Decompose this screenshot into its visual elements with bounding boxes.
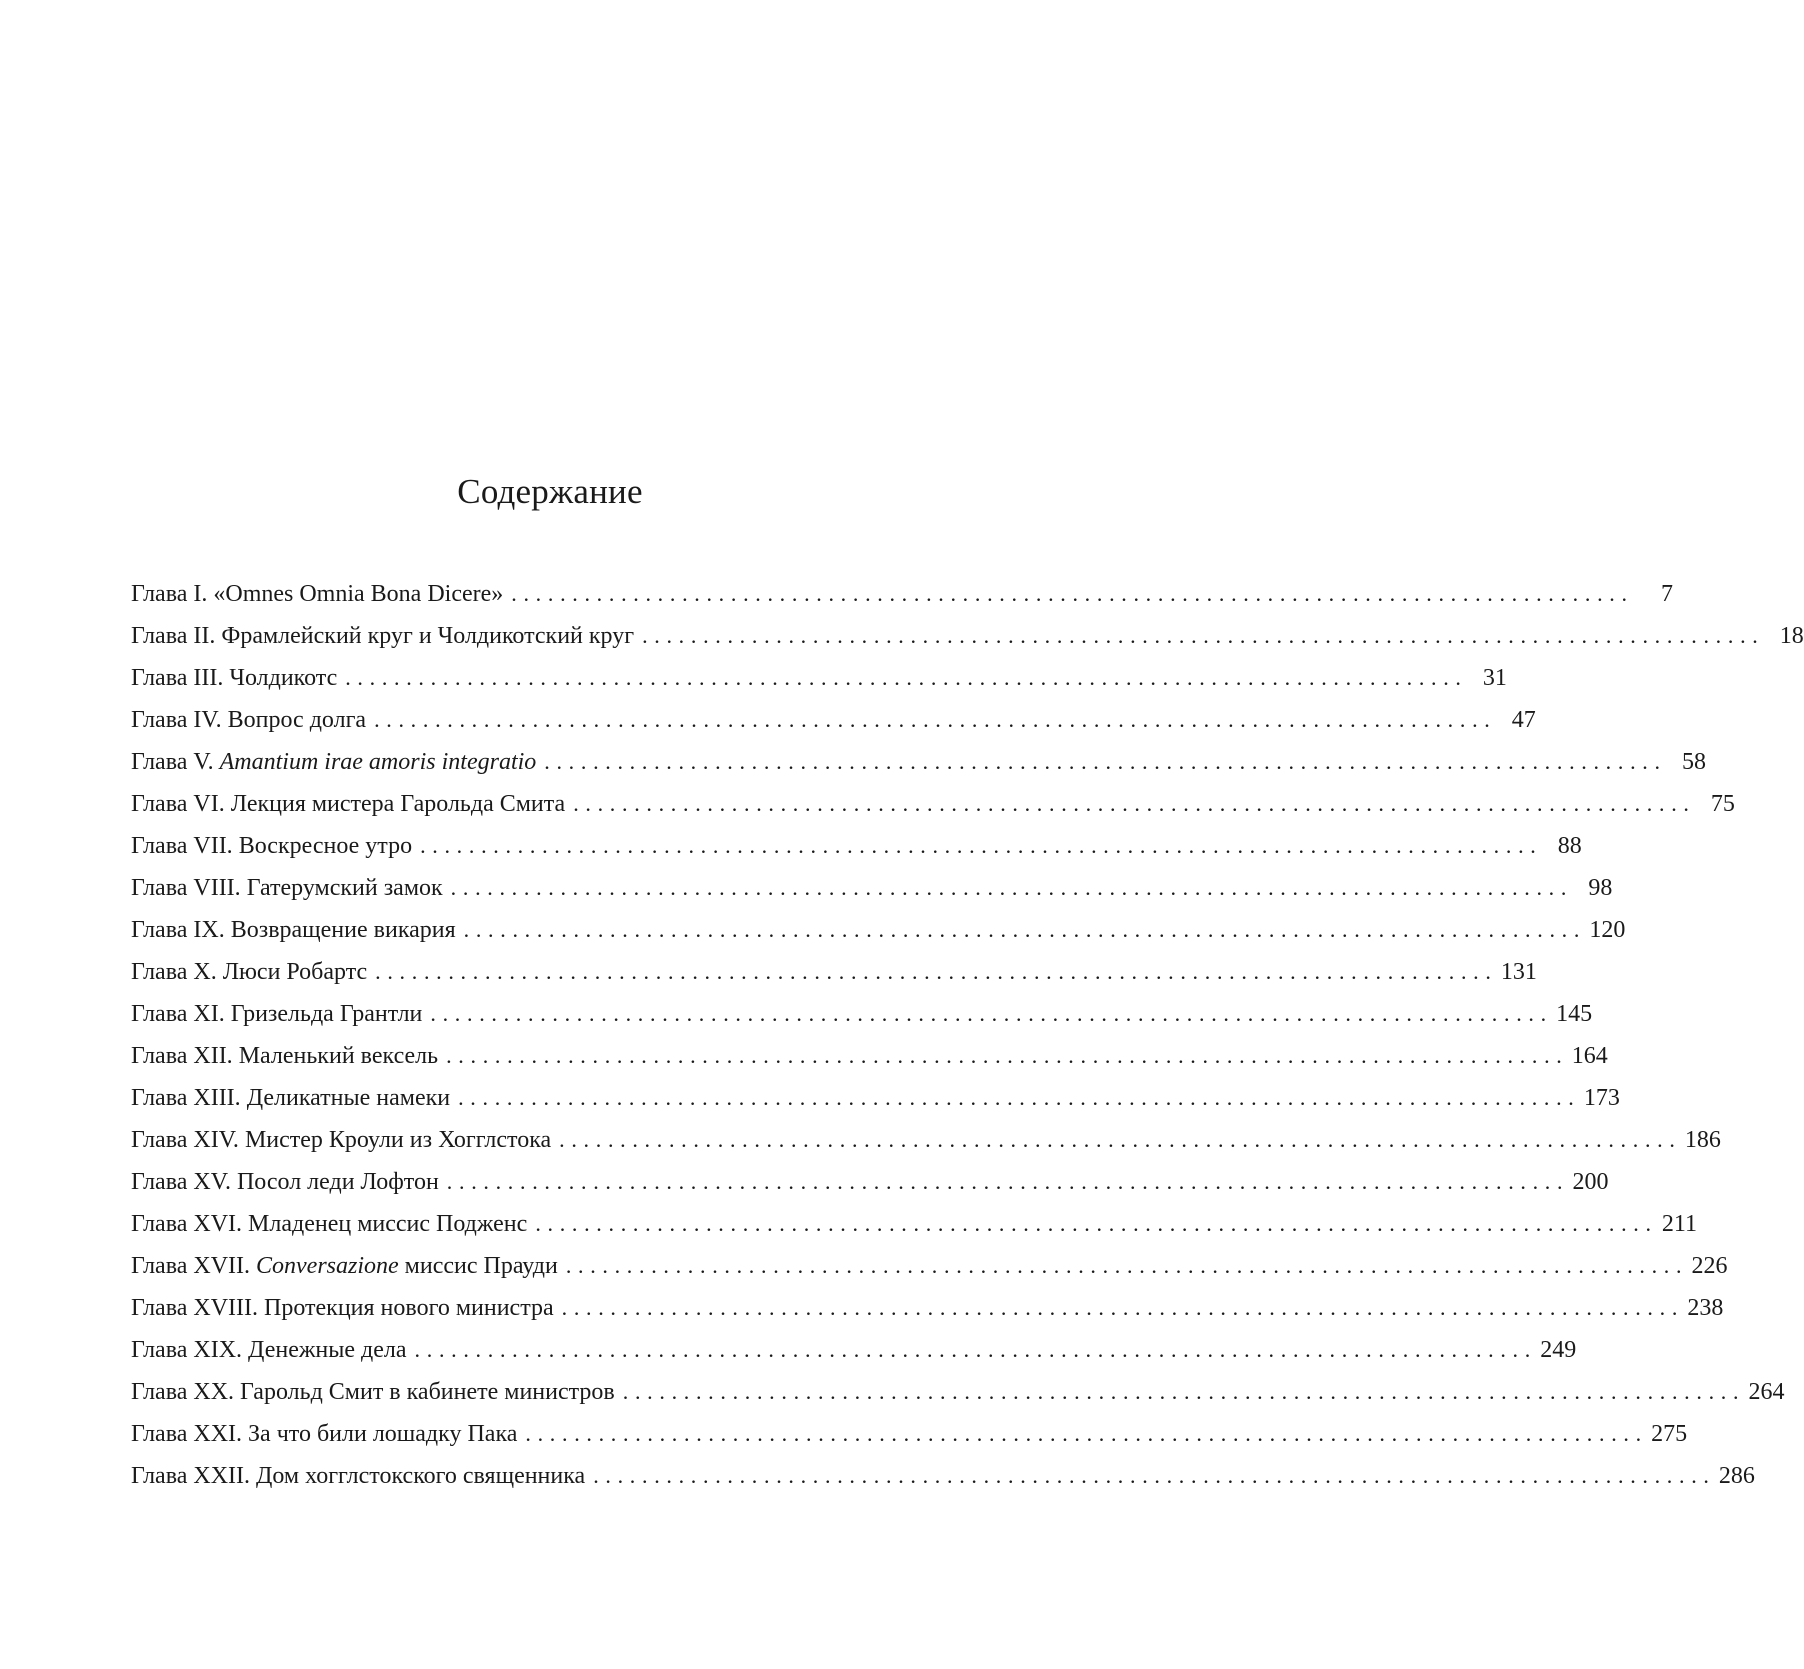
- chapter-title-text: Возвращение викария: [230, 917, 456, 943]
- chapter-label: Глава VI.: [131, 791, 225, 817]
- chapter-title: [220, 741, 537, 783]
- page-number: 211: [1661, 1211, 1698, 1237]
- chapter-label: Глава II.: [131, 623, 216, 649]
- chapter-title-text: Conversazione: [256, 1253, 399, 1279]
- page-number: 264: [1748, 1379, 1785, 1405]
- dot-leader: [464, 909, 1580, 951]
- page-number: 98: [1588, 875, 1613, 901]
- chapter-title-text: Деликатные намеки: [246, 1085, 451, 1111]
- chapter-title: [245, 1119, 551, 1161]
- chapter-label: Глава XXI.: [131, 1421, 243, 1447]
- dot-leader: [374, 699, 1490, 741]
- toc-entry: [131, 1161, 1609, 1203]
- chapter-title: [248, 1203, 527, 1245]
- dot-leader: [642, 615, 1758, 657]
- chapter-title: [213, 573, 503, 615]
- chapter-title: [231, 993, 423, 1035]
- chapter-title: [237, 1161, 439, 1203]
- toc-entry: [131, 1455, 1755, 1497]
- dot-leader: [573, 783, 1689, 825]
- chapter-title-text: «Omnes Omnia Bona Dicere»: [213, 581, 504, 607]
- toc-entry: [131, 993, 1593, 1035]
- page-number: 173: [1583, 1085, 1620, 1111]
- chapter-title: [264, 1287, 554, 1329]
- chapter-title: [247, 1077, 450, 1119]
- chapter-label: Глава XXII.: [131, 1463, 251, 1489]
- page-number: 226: [1691, 1253, 1728, 1279]
- page-number: 249: [1540, 1337, 1577, 1363]
- page-number: 31: [1482, 665, 1507, 691]
- toc-entry: [131, 1413, 1688, 1455]
- chapter-title: [223, 951, 367, 993]
- page-number: 47: [1511, 707, 1536, 733]
- chapter-label: Глава VII.: [131, 833, 233, 859]
- page-number: 286: [1718, 1463, 1755, 1489]
- chapter-label: Глава X.: [131, 959, 217, 985]
- chapter-title: [248, 1329, 407, 1371]
- page-number: 7: [1660, 581, 1673, 607]
- page-number: 75: [1710, 791, 1735, 817]
- chapter-label: Глава XVI.: [131, 1211, 243, 1237]
- chapter-label: Глава XI.: [131, 1001, 225, 1027]
- page-number: 200: [1572, 1169, 1609, 1195]
- chapter-title: [256, 1455, 585, 1497]
- chapter-title-text: Вопрос долга: [227, 707, 367, 733]
- chapter-title: [231, 909, 456, 951]
- chapter-title-text: Фрамлейский круг и Чолдикотский круг: [221, 623, 635, 649]
- toc-entry: [131, 1119, 1721, 1161]
- chapter-label: Глава III.: [131, 665, 224, 691]
- dot-leader: [446, 1035, 1562, 1077]
- chapter-title-text: Гризельда Грантли: [230, 1001, 423, 1027]
- page-number: 58: [1681, 749, 1706, 775]
- dot-leader: [375, 951, 1491, 993]
- dot-leader: [562, 1287, 1678, 1329]
- chapter-title-text: Дом хогглстокского священника: [256, 1463, 586, 1489]
- dot-leader: [566, 1245, 1682, 1287]
- chapter-title: [247, 867, 443, 909]
- dot-leader: [458, 1077, 1574, 1119]
- chapter-title: [239, 825, 412, 867]
- dot-leader: [593, 1455, 1709, 1497]
- chapter-label: Глава XVII.: [131, 1253, 251, 1279]
- chapter-label: Глава XIV.: [131, 1127, 239, 1153]
- chapter-title-text: Лекция мистера Гарольда Смита: [230, 791, 566, 817]
- chapter-title-text: Маленький вексель: [238, 1043, 439, 1069]
- chapter-title-text: Посол леди Лофтон: [236, 1169, 439, 1195]
- chapter-title-text: Люси Робартс: [222, 959, 368, 985]
- toc-entry: [131, 1245, 1728, 1287]
- chapter-title-text: Гатерумский замок: [246, 875, 443, 901]
- chapter-title: [256, 1245, 558, 1287]
- chapter-label: Глава XVIII.: [131, 1295, 259, 1321]
- dot-leader: [511, 573, 1627, 615]
- table-of-contents: [131, 573, 1804, 1497]
- chapter-label: Глава XIII.: [131, 1085, 241, 1111]
- chapter-title-text: За что били лошадку Пака: [248, 1421, 518, 1447]
- chapter-label: Глава VIII.: [131, 875, 241, 901]
- chapter-label: Глава V.: [131, 749, 214, 775]
- dot-leader: [345, 657, 1461, 699]
- page-number: 18: [1779, 623, 1804, 649]
- dot-leader: [415, 1329, 1531, 1371]
- toc-entry: [131, 825, 1582, 867]
- contents-heading: Содержание: [457, 472, 643, 511]
- page-number: 164: [1571, 1043, 1608, 1069]
- chapter-label: Глава XIX.: [131, 1337, 243, 1363]
- chapter-title-text: Мистер Кроули из Хогглстока: [244, 1127, 552, 1153]
- dot-leader: [535, 1203, 1651, 1245]
- page-number: 145: [1556, 1001, 1593, 1027]
- dot-leader: [420, 825, 1536, 867]
- chapter-label: Глава XII.: [131, 1043, 233, 1069]
- chapter-title: [229, 657, 337, 699]
- chapter-title-text: Денежные дела: [248, 1337, 407, 1363]
- chapter-title-text: Чолдикотс: [229, 665, 338, 691]
- toc-entry: [131, 657, 1507, 699]
- page-number: 88: [1557, 833, 1582, 859]
- dot-leader: [451, 867, 1567, 909]
- toc-entry: [131, 1035, 1608, 1077]
- toc-entry: [131, 1203, 1698, 1245]
- chapter-title: [231, 783, 566, 825]
- toc-entry: [131, 741, 1706, 783]
- page-number: 186: [1684, 1127, 1721, 1153]
- dot-leader: [430, 993, 1546, 1035]
- toc-entry: [131, 909, 1626, 951]
- chapter-title-text: Гарольд Смит в кабинете министров: [240, 1379, 615, 1405]
- toc-entry: [131, 1287, 1724, 1329]
- chapter-title: [228, 699, 366, 741]
- toc-entry: [131, 573, 1673, 615]
- chapter-title-text: Младенец миссис Подженс: [248, 1211, 528, 1237]
- chapter-label: Глава I.: [131, 581, 208, 607]
- toc-entry: [131, 615, 1804, 657]
- page-number: 120: [1589, 917, 1626, 943]
- chapter-label: Глава IX.: [131, 917, 225, 943]
- chapter-label: Глава IV.: [131, 707, 222, 733]
- dot-leader: [525, 1413, 1641, 1455]
- dot-leader: [544, 741, 1660, 783]
- chapter-title-rest: миссис Прауди: [398, 1253, 558, 1279]
- toc-entry: [131, 867, 1613, 909]
- dot-leader: [559, 1119, 1675, 1161]
- chapter-title: [239, 1035, 438, 1077]
- chapter-label: Глава XV.: [131, 1169, 231, 1195]
- dot-leader: [623, 1371, 1739, 1413]
- chapter-title-text: Amantium irae amoris integratio: [219, 749, 537, 775]
- chapter-title: [221, 615, 634, 657]
- chapter-title-text: Воскресное утро: [238, 833, 413, 859]
- chapter-title: [240, 1371, 615, 1413]
- toc-entry: [131, 699, 1536, 741]
- chapter-label: Глава XX.: [131, 1379, 235, 1405]
- toc-entry: [131, 783, 1735, 825]
- toc-entry: [131, 1329, 1577, 1371]
- chapter-title-text: Протекция нового министра: [264, 1295, 554, 1321]
- page-number: 131: [1500, 959, 1537, 985]
- toc-entry: [131, 951, 1537, 993]
- page-number: 275: [1651, 1421, 1688, 1447]
- toc-entry: [131, 1077, 1620, 1119]
- page-number: 238: [1687, 1295, 1724, 1321]
- chapter-title: [248, 1413, 517, 1455]
- toc-entry: [131, 1371, 1785, 1413]
- dot-leader: [447, 1161, 1563, 1203]
